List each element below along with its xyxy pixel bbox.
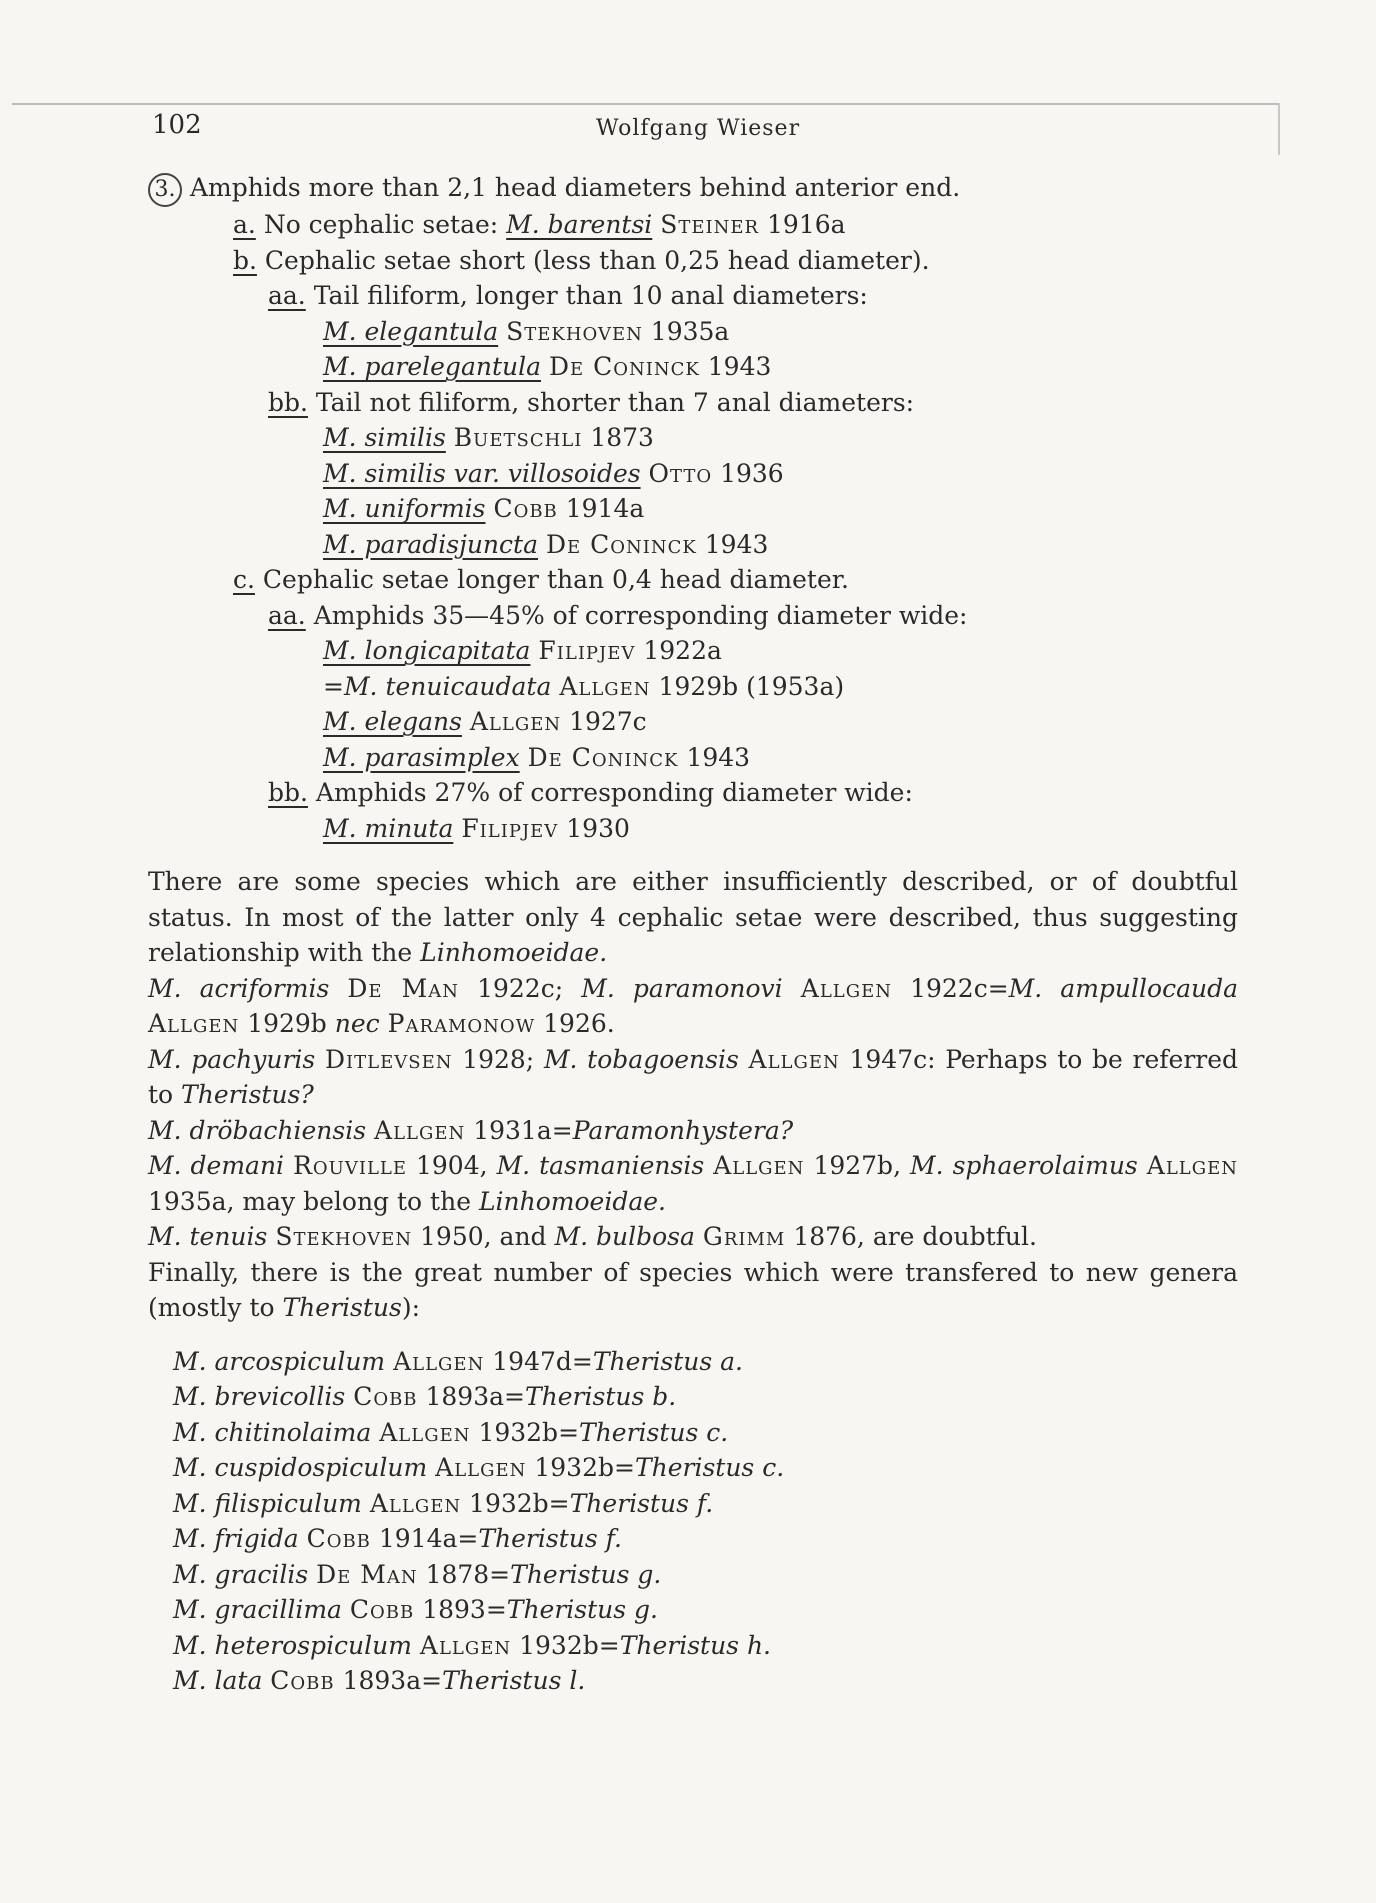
key-text: Amphids more than 2,1 head diameters behind anterior end. xyxy=(190,173,961,202)
author-name: Allgen xyxy=(1146,1151,1239,1180)
key-label: b. xyxy=(233,245,257,275)
species-entry xyxy=(148,349,1238,385)
paragraph-text: There are some species which are either insufficiently described, or of doubtful status. In most of the latter only 4 cephalic setae were described, thus suggesting relationship with the xyxy=(148,867,1238,967)
species-name: M. tobagoensis xyxy=(543,1044,739,1074)
scan-edge-right xyxy=(1278,103,1280,155)
year: 1878= xyxy=(425,1559,511,1589)
new-combination: Theristus l. xyxy=(442,1666,586,1695)
transfer-entry xyxy=(148,1450,1238,1486)
species-entry xyxy=(148,420,1238,456)
author-name: Allgen xyxy=(369,1488,462,1518)
species-name: M. filispiculum xyxy=(173,1488,362,1518)
year: 1932b= xyxy=(469,1488,570,1518)
key-label: bb. xyxy=(268,387,308,417)
species-name: M. barentsi xyxy=(506,210,653,239)
author-name: Filipjev xyxy=(538,636,636,665)
year: 1927b, xyxy=(813,1151,911,1180)
transfer-entry xyxy=(148,1628,1238,1664)
species-name: M. heterospiculum xyxy=(173,1630,412,1660)
year: 1935a, may belong to the xyxy=(148,1186,479,1216)
year: 1927c xyxy=(569,707,647,736)
species-name: M. lata xyxy=(173,1666,263,1695)
page-header xyxy=(152,110,1242,150)
paragraph-finally xyxy=(148,1255,1238,1326)
genus-name: Paramonhystera? xyxy=(572,1115,794,1145)
key-label: c. xyxy=(233,565,255,594)
key-label: aa. xyxy=(268,281,306,310)
key-item-3 xyxy=(148,170,1238,207)
species-name: M. dröbachiensis xyxy=(148,1115,367,1145)
author-name: Filipjev xyxy=(461,813,559,843)
author-name: Ditlevsen xyxy=(324,1044,453,1074)
species-name: M. gracilis xyxy=(173,1559,309,1589)
transfer-entry xyxy=(148,1521,1238,1557)
new-combination: Theristus a. xyxy=(592,1346,743,1376)
year: 1947d= xyxy=(492,1346,593,1376)
key-label: bb. xyxy=(268,778,308,807)
new-combination: Theristus f. xyxy=(569,1488,714,1518)
genus-name: Theristus? xyxy=(181,1080,314,1109)
species-name: M. sphaerolaimus xyxy=(910,1151,1138,1180)
key-text: Tail not filiform, shorter than 7 anal diameters: xyxy=(315,387,915,417)
key-text: Amphids 27% of corresponding diameter wide: xyxy=(315,778,913,807)
paragraph-doubtful-intro xyxy=(148,864,1238,971)
author-name: Allgen xyxy=(469,707,562,736)
species-name: M. tenuicaudata xyxy=(343,671,552,701)
year: 1904, xyxy=(416,1151,497,1180)
key-text: Cephalic setae short (less than 0,25 head diameter). xyxy=(264,245,930,275)
author-name: Cobb xyxy=(270,1666,335,1695)
species-name: M. ampullocauda xyxy=(1008,973,1238,1003)
species-entry xyxy=(148,740,1238,776)
species-name: M. tenuis xyxy=(148,1222,268,1251)
key-item-c-bb xyxy=(148,775,1238,811)
year: 1943 xyxy=(704,529,769,559)
family-name: Linhomoeidae. xyxy=(478,1186,666,1216)
transfer-list xyxy=(148,1344,1238,1699)
species-entry xyxy=(148,633,1238,669)
nec-word: nec xyxy=(334,1009,380,1038)
year: 1922a xyxy=(643,636,722,665)
year: 1950, and xyxy=(420,1222,555,1251)
author-name: Allgen xyxy=(419,1630,512,1660)
running-head: Wolfgang Wieser xyxy=(596,116,801,141)
paragraph-acriformis xyxy=(148,971,1238,1042)
transfer-entry xyxy=(148,1415,1238,1451)
year: 1914a xyxy=(565,494,645,523)
genus-name: Theristus xyxy=(282,1293,402,1322)
year: 1936 xyxy=(720,458,784,488)
species-name: M. longicapitata xyxy=(323,636,531,665)
species-entry xyxy=(148,704,1238,740)
key-item-b xyxy=(148,243,1238,279)
key-item-b-bb xyxy=(148,385,1238,421)
year: 1893= xyxy=(422,1595,507,1624)
species-name: M. parelegantula xyxy=(323,352,541,381)
scan-edge xyxy=(12,103,1280,105)
key-text: No cephalic setae: xyxy=(263,210,507,239)
author-name: De Coninck xyxy=(545,529,697,559)
year: 1930 xyxy=(566,813,630,843)
author-name: Paramonow xyxy=(387,1009,536,1038)
author-name: Allgen xyxy=(374,1115,466,1145)
species-name: M. arcospiculum xyxy=(173,1346,386,1376)
year: 1929b xyxy=(247,1009,335,1038)
species-entry xyxy=(148,811,1238,847)
year: 1922c; xyxy=(477,973,582,1003)
species-name: M. parasimplex xyxy=(323,742,520,772)
synonym-entry xyxy=(148,669,1238,705)
paragraph-demani xyxy=(148,1148,1238,1219)
species-name: M. pachyuris xyxy=(148,1044,316,1074)
year: 1943 xyxy=(707,352,772,381)
species-name: M. paradisjuncta xyxy=(323,529,538,559)
author-name: Stekhoven xyxy=(275,1222,413,1251)
circled-number: 3. xyxy=(148,173,182,207)
key-text: Tail filiform, longer than 10 anal diameters: xyxy=(313,281,868,310)
author-name: Cobb xyxy=(493,494,558,523)
year: 1914a= xyxy=(378,1524,479,1553)
author-name: Rouville xyxy=(293,1151,407,1180)
key-label: aa. xyxy=(268,600,306,630)
key-label: a. xyxy=(233,210,256,239)
transfer-entry xyxy=(148,1379,1238,1415)
species-name: M. uniformis xyxy=(323,494,486,523)
author-name: Cobb xyxy=(353,1382,418,1411)
key-item-c-aa xyxy=(148,598,1238,634)
author-name: Allgen xyxy=(748,1044,840,1074)
species-name: M. tasmaniensis xyxy=(496,1151,705,1180)
transfer-entry xyxy=(148,1663,1238,1699)
author-name: Allgen xyxy=(379,1417,471,1447)
author-name: Cobb xyxy=(349,1595,415,1624)
new-combination: Theristus g. xyxy=(506,1595,659,1624)
new-combination: Theristus c. xyxy=(579,1417,729,1447)
year: 1932b= xyxy=(478,1417,580,1447)
species-name: M. gracillima xyxy=(173,1595,342,1624)
year: 1932b= xyxy=(534,1453,635,1482)
year: 1922c= xyxy=(910,973,1009,1003)
author-name: Grimm xyxy=(702,1222,786,1251)
author-name: De Coninck xyxy=(527,742,679,772)
species-name: M. frigida xyxy=(173,1524,299,1553)
new-combination: Theristus g. xyxy=(510,1559,662,1589)
transfer-entry xyxy=(148,1344,1238,1380)
author-name: Allgen xyxy=(148,1009,240,1038)
paragraph-tenuis xyxy=(148,1219,1238,1255)
year: 1943 xyxy=(686,742,751,772)
species-entry xyxy=(148,314,1238,350)
author-name: Allgen xyxy=(559,671,651,701)
species-name: M. bulbosa xyxy=(554,1222,695,1251)
author-name: Allgen xyxy=(800,973,892,1003)
author-name: Allgen xyxy=(435,1453,527,1482)
year: 1876, are doubtful. xyxy=(793,1222,1037,1251)
year: 1893a= xyxy=(425,1382,525,1411)
paragraph-drobachiensis xyxy=(148,1113,1238,1149)
year: 1931a= xyxy=(473,1115,573,1145)
key-item-b-aa xyxy=(148,278,1238,314)
author-name: Otto xyxy=(648,458,713,488)
species-name: M. cuspidospiculum xyxy=(173,1453,428,1482)
author-name: Steiner xyxy=(660,210,760,239)
species-name: M. brevicollis xyxy=(173,1382,346,1411)
new-combination: Theristus c. xyxy=(634,1453,785,1482)
page-body xyxy=(148,170,1238,1699)
transfer-entry xyxy=(148,1557,1238,1593)
year: 1926. xyxy=(543,1009,615,1038)
paragraph-text: Finally, there is the great number of species which were transfered to new genera (mostly to xyxy=(148,1257,1238,1322)
species-name: M. elegans xyxy=(323,707,462,736)
new-combination: Theristus f. xyxy=(478,1524,622,1553)
author-name: Cobb xyxy=(306,1524,371,1553)
species-name: M. similis var. villosoides xyxy=(323,458,641,488)
equals-sign: = xyxy=(323,671,344,701)
family-name: Linhomoeidae. xyxy=(420,938,608,967)
author-name: Buetschli xyxy=(453,423,583,452)
paragraph-pachyuris xyxy=(148,1042,1238,1113)
key-text: Cephalic setae longer than 0,4 head diameter. xyxy=(262,565,849,594)
author-name: Stekhoven xyxy=(506,316,643,346)
species-name: M. similis xyxy=(323,423,446,452)
transfer-entry xyxy=(148,1486,1238,1522)
key-item-c xyxy=(148,562,1238,598)
year: 1935a xyxy=(650,316,730,346)
species-name: M. demani xyxy=(148,1151,285,1180)
transfer-entry xyxy=(148,1592,1238,1628)
year: 1947c: Perhaps to be referred to xyxy=(148,1044,1239,1109)
author-name: De Man xyxy=(347,973,459,1003)
species-name: M. elegantula xyxy=(323,316,499,346)
year: 1916a xyxy=(767,210,846,239)
year: 1893a= xyxy=(342,1666,443,1695)
author-name: De Coninck xyxy=(548,352,700,381)
year: 1932b= xyxy=(519,1630,620,1660)
species-name: M. chitinolaima xyxy=(173,1417,372,1447)
species-entry xyxy=(148,527,1238,563)
key-text: Amphids 35—45% of corresponding diameter wide: xyxy=(313,600,968,630)
author-name: Allgen xyxy=(393,1346,485,1376)
species-name: M. acriformis xyxy=(148,973,330,1003)
author-name: Allgen xyxy=(713,1151,805,1180)
author-name: De Man xyxy=(316,1559,418,1589)
new-combination: Theristus b. xyxy=(524,1382,677,1411)
year: 1928; xyxy=(462,1044,544,1074)
key-item-a xyxy=(148,207,1238,243)
year: 1929b (1953a) xyxy=(658,671,845,701)
new-combination: Theristus h. xyxy=(619,1630,772,1660)
year: 1873 xyxy=(590,423,654,452)
species-entry xyxy=(148,491,1238,527)
species-entry xyxy=(148,456,1238,492)
page-number: 102 xyxy=(152,110,202,140)
species-name: M. paramonovi xyxy=(581,973,783,1003)
paragraph-text: ): xyxy=(401,1293,421,1322)
species-name: M. minuta xyxy=(323,813,454,843)
